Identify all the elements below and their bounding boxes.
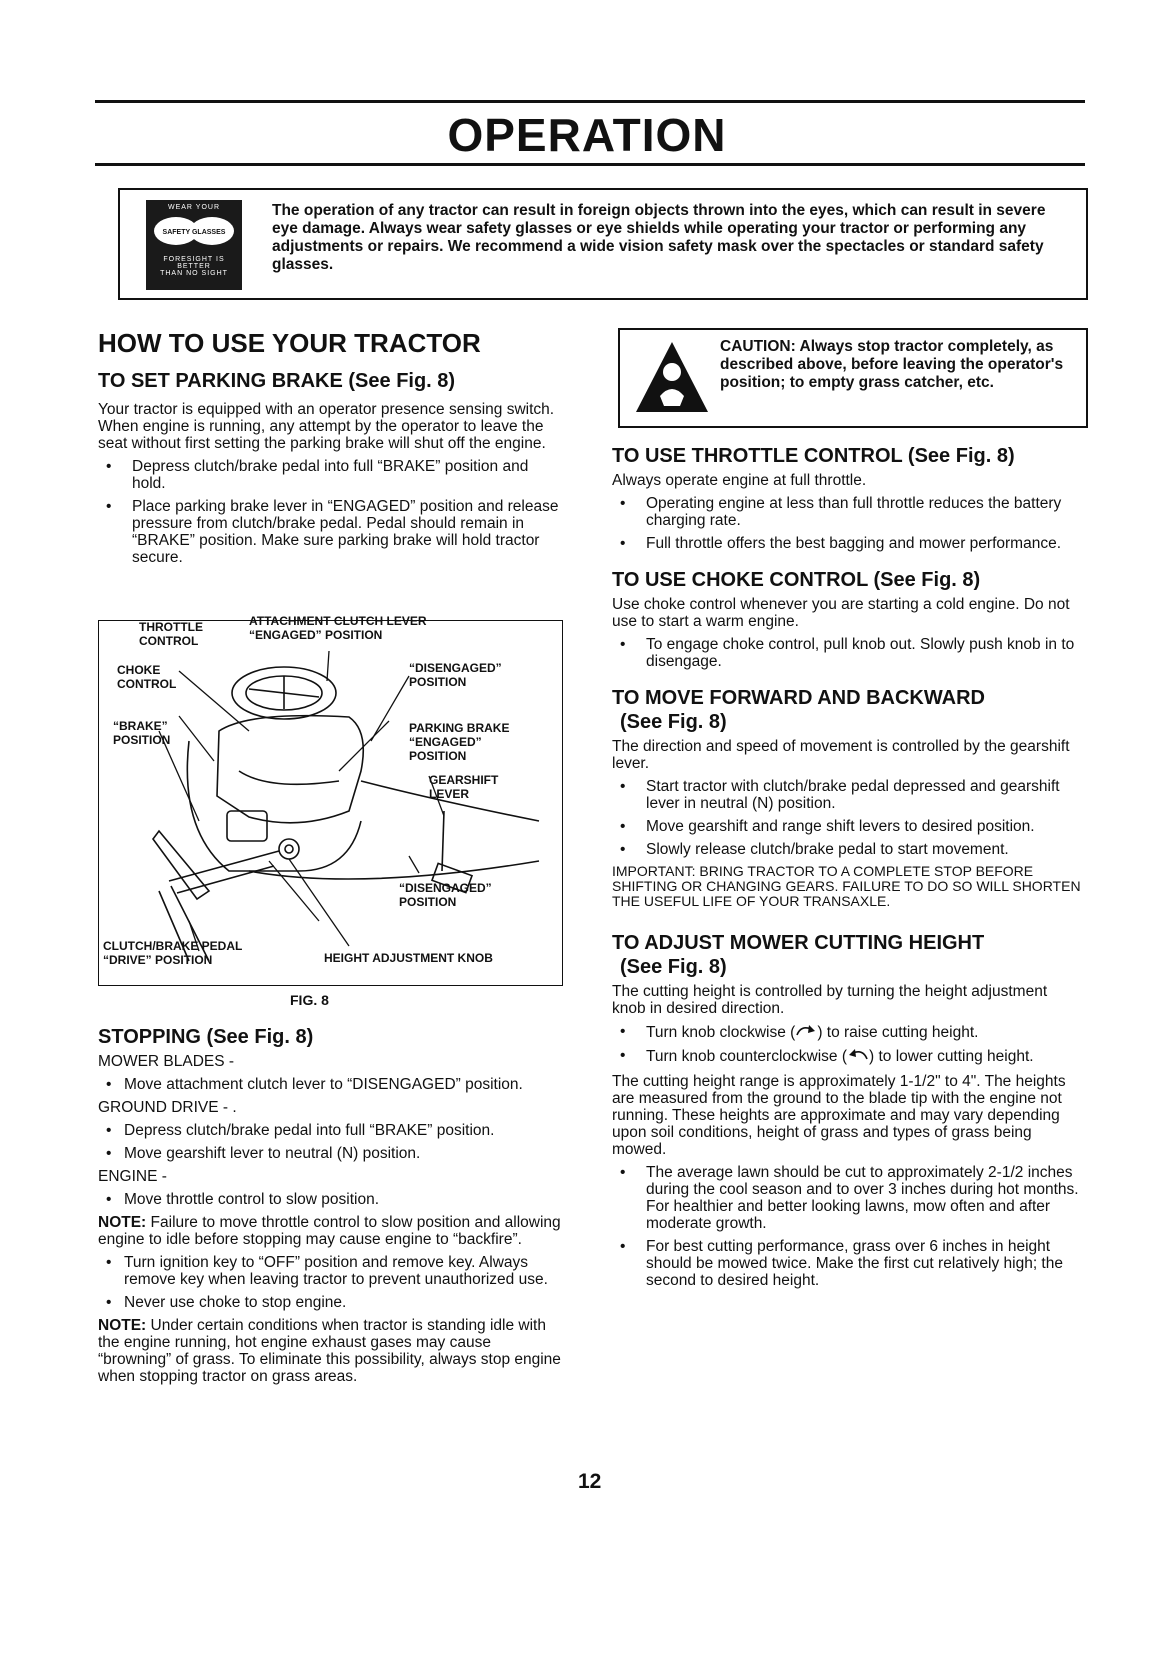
move-bullet-3: • Slowly release clutch/brake pedal to start movement. <box>612 841 1084 858</box>
goggles-text-2: SAFETY GLASSES <box>162 229 226 236</box>
counterclockwise-text-b: ) to lower cutting height. <box>869 1048 1034 1065</box>
safety-warning-text: The operation of any tractor can result in foreign objects thrown into the eyes, which can result in severe eye damage. Always wear safety glasses or eye shields while operating your tractor or performing any adjustments or repairs. We recommend a wide vision safety mask over the spectacles or standard safety glasses. <box>272 202 1046 273</box>
throttle-bullet-2: • Full throttle offers the best bagging and mower performance. <box>612 535 1084 552</box>
move-heading: TO MOVE FORWARD AND BACKWARD <box>612 687 985 709</box>
ground-bullet-1: • Depress clutch/brake pedal into full “BRAKE” position. <box>98 1122 563 1139</box>
engine-label: ENGINE - <box>98 1168 167 1185</box>
height-bullet-counterclockwise <box>612 1047 1084 1065</box>
note-1-label: NOTE: <box>98 1214 147 1231</box>
throttle-heading: TO USE THROTTLE CONTROL (See Fig. 8) <box>612 445 1015 467</box>
safety-glasses-icon <box>146 200 242 290</box>
figure-8 <box>98 614 563 986</box>
caution-text: CAUTION: Always stop tractor completely, as described above, before leaving the operator's position; to empty grass catcher, etc. <box>720 338 1064 391</box>
note-1-text: Failure to move throttle control to slow position and allowing engine to idle before stopping may cause engine to “backfire”. <box>98 1214 561 1248</box>
how-to-use-heading: HOW TO USE YOUR TRACTOR <box>98 328 481 358</box>
move-heading-ref: (See Fig. 8) <box>620 711 727 733</box>
page-title: OPERATION <box>447 109 727 161</box>
move-intro: The direction and speed of movement is controlled by the gearshift lever. <box>612 738 1070 772</box>
title-rule <box>95 163 1085 166</box>
stopping-heading: STOPPING (See Fig. 8) <box>98 1026 314 1048</box>
important-note: IMPORTANT: BRING TRACTOR TO A COMPLETE STOP BEFORE SHIFTING OR CHANGING GEARS. FAILURE TO DO SO WILL SHORTEN THE USEFUL LIFE OF YOUR TRANSAXLE. <box>612 863 1081 909</box>
cutting-height-intro: The cutting height is controlled by turning the height adjustment knob in desired direction. <box>612 983 1048 1017</box>
throttle-intro: Always operate engine at full throttle. <box>612 472 867 489</box>
counterclockwise-arrow-icon <box>847 1047 869 1061</box>
ground-bullet-2: • Move gearshift lever to neutral (N) position. <box>98 1145 563 1162</box>
clockwise-arrow-icon <box>795 1023 817 1037</box>
mower-bullet-1: • Move attachment clutch lever to “DISENGAGED” position. <box>98 1076 563 1093</box>
note-2-label: NOTE: <box>98 1317 147 1334</box>
safety-warning-box <box>118 188 1088 300</box>
parking-brake-heading: TO SET PARKING BRAKE (See Fig. 8) <box>98 370 456 392</box>
parking-bullet-2: • Place parking brake lever in “ENGAGED” position and release pressure from clutch/brake pedal. Pedal should remain in “BRAKE” position. Make sure parking brake will hold tractor secure. <box>98 498 563 566</box>
ground-drive-label: GROUND DRIVE - . <box>98 1099 237 1116</box>
label-parking-brake: PARKING BRAKE “ENGAGED” POSITION <box>409 721 510 763</box>
label-choke-control: CHOKE CONTROL <box>117 663 177 691</box>
clockwise-text-b: ) to raise cutting height. <box>817 1024 979 1041</box>
parking-brake-intro: Your tractor is equipped with an operator presence sensing switch. When engine is running, any attempt by the operator to leave the seat without first setting the parking brake will shut off the engine. <box>98 401 555 452</box>
goggles-icon <box>146 211 242 251</box>
stopping-section <box>98 1025 563 1385</box>
top-rule <box>95 100 1085 103</box>
move-bullet-1: • Start tractor with clutch/brake pedal depressed and gearshift lever in neutral (N) position. <box>612 778 1084 812</box>
caution-warning-icon <box>632 338 712 418</box>
mower-blades-label: MOWER BLADES - <box>98 1053 235 1070</box>
label-disengaged-top: “DISENGAGED” POSITION <box>409 661 502 689</box>
label-gearshift-lever: GEARSHIFT LEVER <box>429 773 499 801</box>
choke-bullet-1: • To engage choke control, pull knob out. Slowly push knob in to disengage. <box>612 636 1084 670</box>
clockwise-text-a: Turn knob clockwise ( <box>646 1024 796 1041</box>
right-column <box>612 444 1084 1289</box>
note-2-text: Under certain conditions when tractor is standing idle with the engine running, hot engine exhaust gases may cause “browning” of grass. To eliminate this possibility, always stop engine when stopping tractor on grass areas. <box>98 1317 561 1385</box>
goggles-text-3: FORESIGHT IS BETTER <box>163 256 225 270</box>
caution-box <box>618 328 1088 428</box>
engine-bullet-2: • Turn ignition key to “OFF” position and remove key. Always remove key when leaving tractor to prevent unauthorized use. <box>98 1254 563 1288</box>
throttle-bullet-1: • Operating engine at less than full throttle reduces the battery charging rate. <box>612 495 1084 529</box>
label-brake-position: “BRAKE” POSITION <box>113 719 171 747</box>
counterclockwise-text-a: Turn knob counterclockwise ( <box>646 1048 848 1065</box>
engine-bullet-1: • Move throttle control to slow position. <box>98 1191 563 1208</box>
parking-bullet-1: • Depress clutch/brake pedal into full “BRAKE” position and hold. <box>98 458 563 492</box>
label-attachment-clutch: ATTACHMENT CLUTCH LEVER “ENGAGED” POSITION <box>249 614 427 642</box>
page-number: 12 <box>578 1470 602 1493</box>
height-bullet-best-cutting: • For best cutting performance, grass over 6 inches in height should be mowed twice. Make the first cut relatively high; the second to desired height. <box>612 1238 1084 1289</box>
choke-heading: TO USE CHOKE CONTROL (See Fig. 8) <box>612 569 981 591</box>
height-bullet-clockwise <box>612 1023 1084 1041</box>
note-2 <box>98 1317 563 1385</box>
cutting-height-heading: TO ADJUST MOWER CUTTING HEIGHT <box>612 932 985 954</box>
label-height-knob: HEIGHT ADJUSTMENT KNOB <box>324 951 493 965</box>
move-bullet-2: • Move gearshift and range shift levers to desired position. <box>612 818 1084 835</box>
label-clutch-brake-pedal: CLUTCH/BRAKE PEDAL “DRIVE” POSITION <box>103 939 243 967</box>
figure-caption: FIG. 8 <box>290 992 329 1008</box>
height-bullet-average-lawn: • The average lawn should be cut to approximately 2-1/2 inches during the cool season and to over 3 inches during hot months. For healthier and better looking lawns, mow often and after moderate growth. <box>612 1164 1084 1232</box>
goggles-text-4: THAN NO SIGHT <box>160 270 228 277</box>
goggles-text-1: WEAR YOUR <box>167 204 221 211</box>
label-disengaged-bottom: “DISENGAGED” POSITION <box>399 881 492 909</box>
cutting-height-heading-ref: (See Fig. 8) <box>620 956 727 978</box>
label-throttle-control: THROTTLE CONTROL <box>139 620 203 648</box>
note-1 <box>98 1214 563 1248</box>
left-column <box>98 328 563 566</box>
engine-bullet-3: • Never use choke to stop engine. <box>98 1294 563 1311</box>
cutting-height-range: The cutting height range is approximately 1-1/2" to 4". The heights are measured from the ground to the blade tip with the engine not running. These heights are approximate and may vary depending upon soil conditions, height of grass and types of grass being mowed. <box>612 1073 1066 1158</box>
choke-intro: Use choke control whenever you are starting a cold engine. Do not use to start a warm engine. <box>612 596 1070 630</box>
